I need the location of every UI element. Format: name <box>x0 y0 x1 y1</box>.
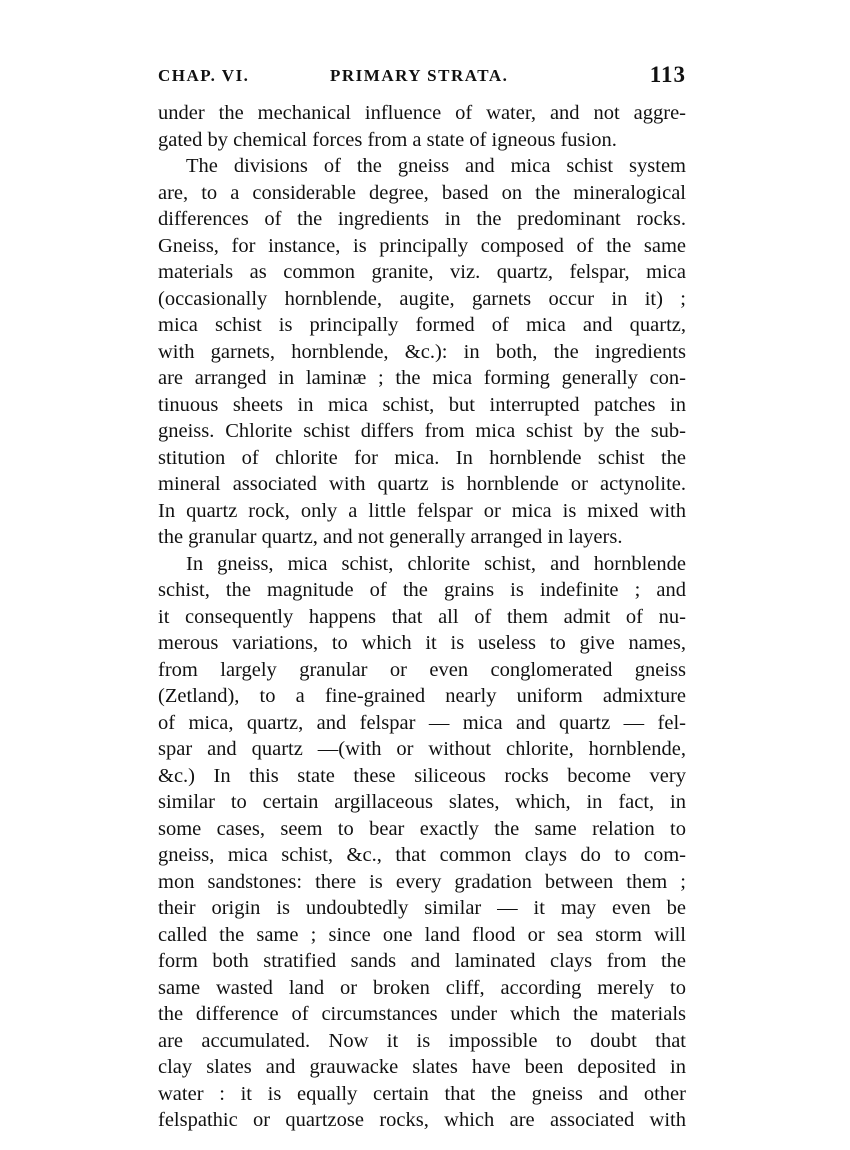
body-text <box>158 100 686 1134</box>
text-line: In gneiss, mica schist, chlorite schist, and hornblende <box>186 552 686 575</box>
text-line: from largely granular or even conglomerated gneiss <box>158 658 686 681</box>
text-line: (occasionally hornblende, augite, garnets occur in it) ; <box>158 287 686 310</box>
text-line: &c.) In this state these siliceous rocks become very <box>158 764 686 787</box>
text-line: are arranged in laminæ ; the mica forming generally con- <box>158 367 686 389</box>
text-line: (Zetland), to a fine-grained nearly uniform admixture <box>158 685 686 707</box>
text-line: In quartz rock, only a little felspar or mica is mixed with <box>158 499 686 522</box>
text-line: schist, the magnitude of the grains is indefinite ; and <box>158 579 686 601</box>
text-line: called the same ; since one land flood or sea storm will <box>158 923 686 946</box>
running-title: PRIMARY STRATA. <box>330 66 509 85</box>
text-line: the granular quartz, and not generally arranged in layers. <box>158 526 623 548</box>
running-head <box>158 62 686 92</box>
text-line: form both stratified sands and laminated clays from the <box>158 950 686 972</box>
text-line: mineral associated with quartz is hornblende or actynolite. <box>158 473 686 495</box>
text-line: tinuous sheets in mica schist, but interrupted patches in <box>158 393 686 416</box>
text-line: water : it is equally certain that the gneiss and other <box>158 1082 686 1105</box>
text-line: same wasted land or broken cliff, according merely to <box>158 976 686 999</box>
chapter-label: CHAP. VI. <box>158 66 250 85</box>
text-line: gneiss. Chlorite schist differs from mica schist by the sub- <box>158 420 686 442</box>
text-line: merous variations, to which it is useless to give names, <box>158 632 686 654</box>
text-line: felspathic or quartzose rocks, which are associated with <box>158 1109 686 1131</box>
text-line: materials as common granite, viz. quartz, felspar, mica <box>158 261 686 283</box>
text-line: clay slates and grauwacke slates have been deposited in <box>158 1056 686 1078</box>
text-line: mica schist is principally formed of mica and quartz, <box>158 314 686 336</box>
text-line: the difference of circumstances under which the materials <box>158 1003 686 1025</box>
text-line: of mica, quartz, and felspar — mica and quartz — fel- <box>158 711 686 734</box>
text-line: their origin is undoubtedly similar — it may even be <box>158 897 686 919</box>
text-line: mon sandstones: there is every gradation between them ; <box>158 870 686 893</box>
text-line: similar to certain argillaceous slates, which, in fact, in <box>158 791 686 813</box>
text-line: The divisions of the gneiss and mica schist system <box>186 155 686 177</box>
text-line: spar and quartz —(with or without chlorite, hornblende, <box>158 738 686 760</box>
text-line: are, to a considerable degree, based on the mineralogical <box>158 181 686 204</box>
text-line: some cases, seem to bear exactly the same relation to <box>158 817 686 840</box>
text-line: gneiss, mica schist, &c., that common clays do to com- <box>158 844 686 866</box>
text-line: are accumulated. Now it is impossible to doubt that <box>158 1029 686 1052</box>
text-line: gated by chemical forces from a state of igneous fusion. <box>158 128 617 151</box>
text-line: stitution of chlorite for mica. In hornblende schist the <box>158 446 686 469</box>
text-line: with garnets, hornblende, &c.): in both, the ingredients <box>158 340 686 363</box>
text-line: differences of the ingredients in the predominant rocks. <box>158 208 686 230</box>
text-line: Gneiss, for instance, is principally composed of the same <box>158 234 686 257</box>
page-number: 113 <box>649 62 686 87</box>
text-line: under the mechanical influence of water, and not aggre- <box>158 102 686 124</box>
text-line: it consequently happens that all of them admit of nu- <box>158 605 686 628</box>
